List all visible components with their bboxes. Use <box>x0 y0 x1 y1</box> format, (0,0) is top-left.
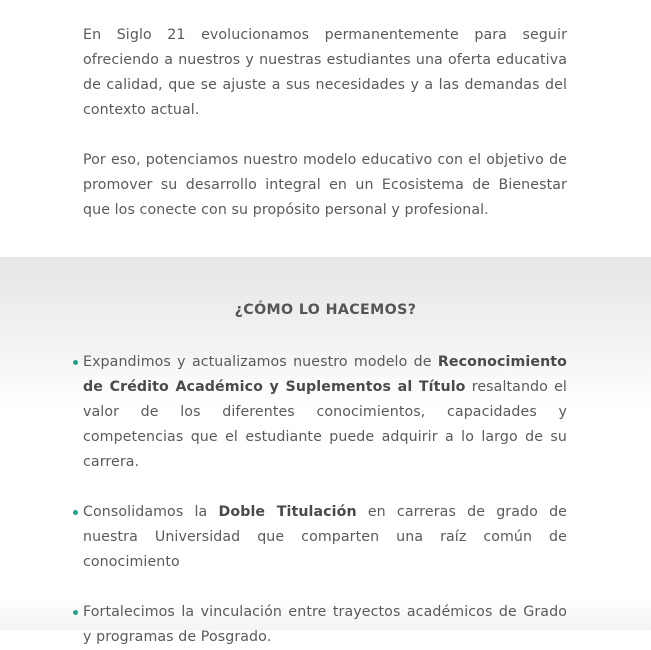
list-item-bold-text: Reconocimiento de Crédito Académico y Suplementos al Título <box>83 354 567 395</box>
list-item-text: Expandimos y actualizamos nuestro modelo de <box>83 354 438 370</box>
intro-section <box>0 0 651 257</box>
list-item-text: Consolidamos la <box>83 504 219 520</box>
intro-paragraph: Por eso, potenciamos nuestro modelo educativo con el objetivo de promover su desarrollo integral en un Ecosistema de Bienestar que los conecte con su propósito personal y profesional. <box>83 152 567 218</box>
how-we-do-it-section <box>0 257 651 645</box>
list-item-text: en carreras de grado de nuestra Universidad que comparten una raíz común de conocimiento <box>83 504 568 570</box>
list-item-text: resaltando el valor de los diferentes conocimientos, capacidades y competencias que el estudiante puede adquirir a lo largo de su carrera. <box>83 379 567 470</box>
list-item-text: Fortalecimos la vinculación entre trayectos académicos de Grado y programas de Posgrado. <box>83 604 567 645</box>
list-item <box>83 350 567 475</box>
intro-paragraph: En Siglo 21 evolucionamos permanentemente para seguir ofreciendo a nuestros y nuestras estudiantes una oferta educativa de calidad, que se ajuste a sus necesidades y a las demandas del contexto actual. <box>83 27 567 118</box>
list-item <box>83 500 567 575</box>
list-item-bold-text: Doble Titulación <box>218 504 357 520</box>
list-item <box>83 600 567 650</box>
bullet-list <box>0 350 651 650</box>
bullet-icon <box>73 510 78 515</box>
section-title: ¿CÓMO LO HACEMOS? <box>234 302 417 318</box>
bullet-icon <box>73 360 78 365</box>
bullet-icon <box>73 610 78 615</box>
